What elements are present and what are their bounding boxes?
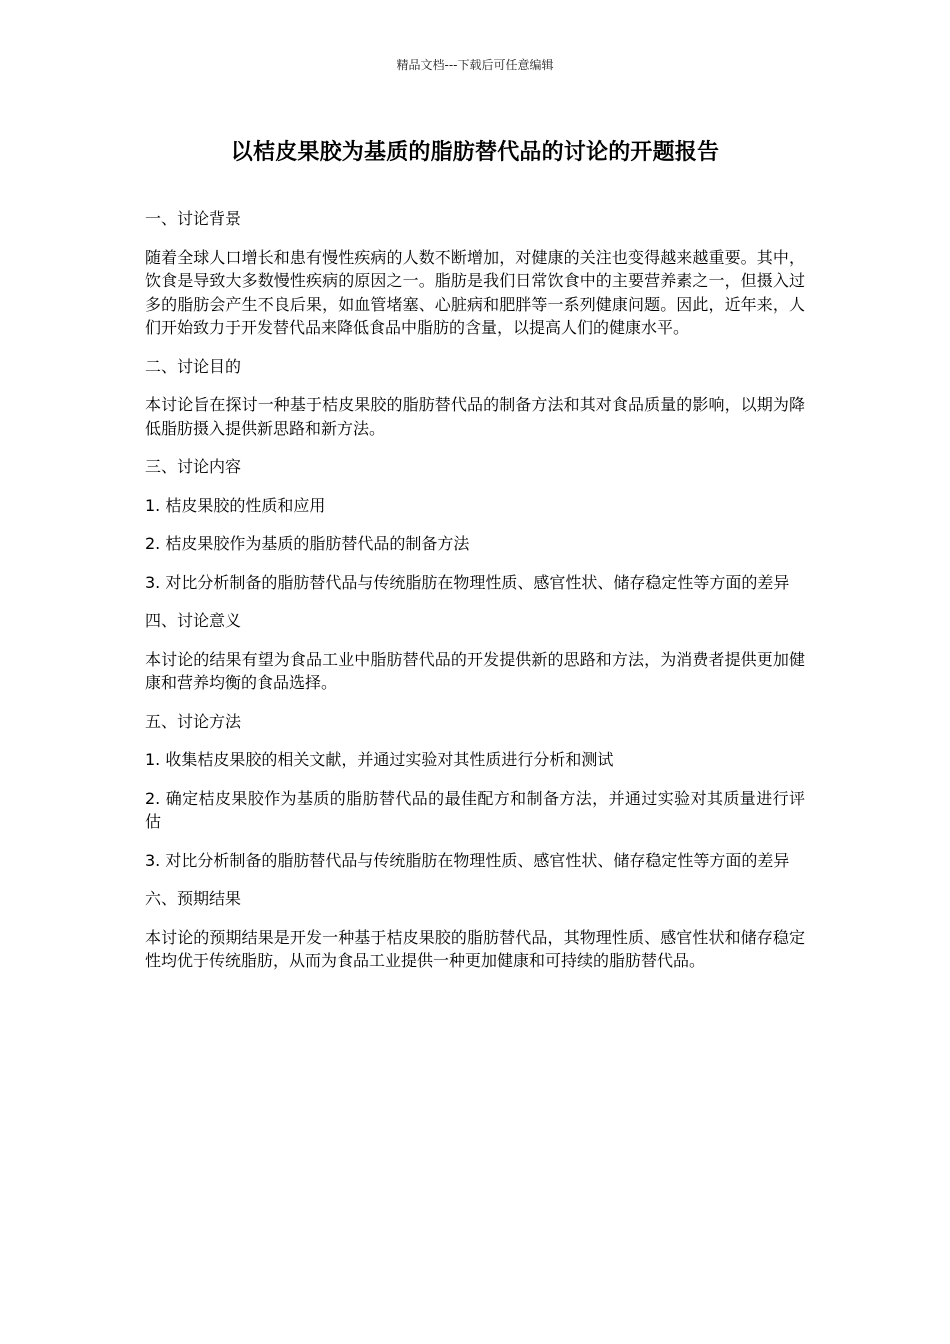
list-item-methods-2: 2. 确定桔皮果胶作为基质的脂肪替代品的最佳配方和制备方法，并通过实验对其质量进行评估 [145,788,805,831]
list-item-contents-1: 1. 桔皮果胶的性质和应用 [145,495,326,515]
list-item-contents-3: 3. 对比分析制备的脂肪替代品与传统脂肪在物理性质、感官性状、储存稳定性等方面的差异 [145,572,790,592]
section-heading-expected: 六、预期结果 [145,889,242,908]
list-item-methods-3: 3. 对比分析制备的脂肪替代品与传统脂肪在物理性质、感官性状、储存稳定性等方面的差异 [145,850,790,870]
paragraph-background: 随着全球人口增长和患有慢性疾病的人数不断增加，对健康的关注也变得越来越重要。其中，饮食是导致大多数慢性疾病的原因之一。脂肪是我们日常饮食中的主要营养素之一，但摄入过多的脂肪会产生不良后果，如血管堵塞、心脏病和肥胖等一系列健康问题。因此，近年来，人们开始致力于开发替代品来降低食品中脂肪的含量，以提高人们的健康水平。 [145,247,805,337]
section-heading-contents: 三、讨论内容 [145,457,242,476]
paragraph-purpose: 本讨论旨在探讨一种基于桔皮果胶的脂肪替代品的制备方法和其对食品质量的影响，以期为降低脂肪摄入提供新思路和新方法。 [145,395,805,438]
section-heading-background: 一、讨论背景 [145,209,242,228]
section-heading-methods: 五、讨论方法 [145,711,242,731]
paragraph-expected: 本讨论的预期结果是开发一种基于桔皮果胶的脂肪替代品，其物理性质、感官性状和储存稳定性均优于传统脂肪，从而为食品工业提供一种更加健康和可持续的脂肪替代品。 [145,927,805,970]
list-item-contents-2: 2. 桔皮果胶作为基质的脂肪替代品的制备方法 [145,534,470,553]
page-header-note: 精品文档---下载后可任意编辑 [396,58,554,72]
list-item-methods-1: 1. 收集桔皮果胶的相关文献，并通过实验对其性质进行分析和测试 [145,750,614,769]
section-heading-significance: 四、讨论意义 [145,611,242,630]
document-title: 以桔皮果胶为基质的脂肪替代品的讨论的开题报告 [230,140,720,165]
section-heading-purpose: 二、讨论目的 [145,356,242,376]
paragraph-significance: 本讨论的结果有望为食品工业中脂肪替代品的开发提供新的思路和方法，为消费者提供更加健康和营养均衡的食品选择。 [145,649,805,692]
document-body [145,207,805,988]
